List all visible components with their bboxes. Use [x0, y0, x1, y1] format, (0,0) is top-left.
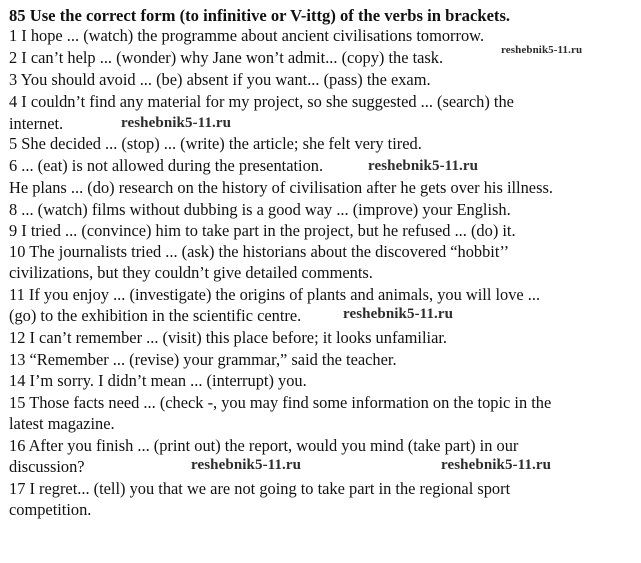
exercise-line: latest magazine.: [9, 414, 115, 433]
watermark-text: reshebnik5-11.ru: [368, 158, 479, 174]
exercise-line: internet.: [9, 114, 64, 133]
exercise-line: competition.: [9, 500, 92, 519]
watermark-text: reshebnik5-11.ru: [121, 115, 232, 131]
exercise-line: 2 I can’t help ... (wonder) why Jane won’t admit... (copy) the task.: [9, 48, 444, 67]
watermark-text: reshebnik5-11.ru: [343, 306, 454, 322]
exercise-line: 12 I can’t remember ... (visit) this place before; it looks unfamiliar.: [9, 328, 448, 347]
exercise-line: 17 I regret... (tell) you that we are not going to take part in the regional sport: [9, 479, 511, 498]
exercise-line: discussion?: [9, 457, 85, 476]
exercise-line: 13 “Remember ... (revise) your grammar,” said the teacher.: [9, 350, 397, 369]
exercise-line: (go) to the exhibition in the scientific centre.: [9, 306, 302, 325]
exercise-line: 6 ... (eat) is not allowed during the presentation.: [9, 156, 324, 175]
exercise-line: 16 After you finish ... (print out) the report, would you mind (take part) in our: [9, 436, 519, 455]
exercise-line: 1 I hope ... (watch) the programme about ancient civilisations tomorrow.: [9, 26, 485, 45]
exercise-line: 5 She decided ... (stop) ... (write) the article; she felt very tired.: [9, 134, 422, 153]
exercise-line: 3 You should avoid ... (be) absent if you want... (pass) the exam.: [9, 70, 431, 89]
exercise-line: 4 I couldn’t find any material for my project, so she suggested ... (search) the: [9, 92, 514, 111]
exercise-line: He plans ... (do) research on the history of civilisation after he gets over his illness.: [9, 178, 553, 197]
watermark-text: reshebnik5-11.ru: [191, 457, 302, 473]
exercise-line: 14 I’m sorry. I didn’t mean ... (interrupt) you.: [9, 371, 307, 390]
watermark-text: reshebnik5-11.ru: [501, 44, 583, 56]
exercise-line: civilizations, but they couldn’t give detailed comments.: [9, 263, 373, 282]
watermark-text: reshebnik5-11.ru: [441, 457, 552, 473]
exercise-line: 9 I tried ... (convince) him to take part in the project, but he refused ... (do) it.: [9, 221, 516, 240]
exercise-line: 11 If you enjoy ... (investigate) the origins of plants and animals, you will love ...: [9, 285, 541, 304]
exercise-line: 15 Those facts need ... (check -, you may find some information on the topic in the: [9, 393, 552, 412]
exercise-line: 8 ... (watch) films without dubbing is a good way ... (improve) your English.: [9, 200, 511, 219]
exercise-title: 85 Use the correct form (to infinitive or V-ittg) of the verbs in brackets.: [9, 6, 511, 25]
exercise-line: 10 The journalists tried ... (ask) the historians about the discovered “hobbit’’: [9, 242, 510, 261]
